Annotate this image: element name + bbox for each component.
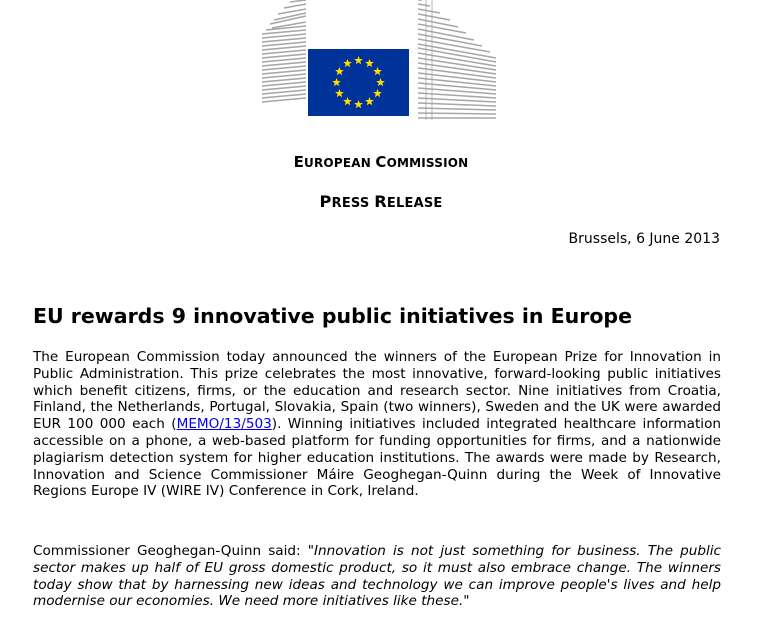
quote-close: " bbox=[463, 593, 470, 610]
intro-text-continued: ). Winning initiatives included integrated healthcare information accessible on a phone, a web-based platform for funding opportunities for firms, and a nationwide plagiarism detection system for higher education institutions. The awards were made by Research, Innovation and Science Commissioner Máire Geoghegan-Quinn during the Week of Innovative Regions Europe IV (WIRE IV) Conference in Cork, Ireland. bbox=[33, 416, 721, 500]
quote-paragraph bbox=[33, 543, 721, 610]
document-type: PRESS RELEASE bbox=[319, 192, 443, 211]
quote-attribution: Commissioner Geoghegan-Quinn said: " bbox=[33, 543, 314, 559]
intro-text: The European Commission today announced the winners of the European Prize for Innovation in Public Administration. This prize celebrates the most innovative, forward-looking public initiatives which benefit citizens, firms, or the education and research sector. Nine initiatives from Croatia, Finland, the Netherlands, Portugal, Slovakia, Spain (two winners), Sweden and the UK were awarded EUR 100 000 each ( bbox=[33, 349, 721, 433]
memo-link[interactable]: MEMO/13/503 bbox=[176, 416, 272, 433]
european-commission-logo bbox=[260, 0, 498, 122]
organization-name: EUROPEAN COMMISSION bbox=[293, 153, 469, 171]
building-left-wing bbox=[262, 0, 306, 102]
headline: EU rewards 9 innovative public initiatives in Europe bbox=[33, 304, 632, 328]
commissioner-quote: Innovation is not just something for business. The public sector makes up half of EU gross domestic product, so it must also embrace change. The winners today show that by harnessing new ideas and technology we can improve people's lives and help modernise our economies. We need more initiatives like these. bbox=[33, 543, 721, 610]
building-right-wing bbox=[418, 0, 496, 120]
intro-paragraph bbox=[33, 349, 721, 500]
dateline: Brussels, 6 June 2013 bbox=[568, 231, 720, 247]
